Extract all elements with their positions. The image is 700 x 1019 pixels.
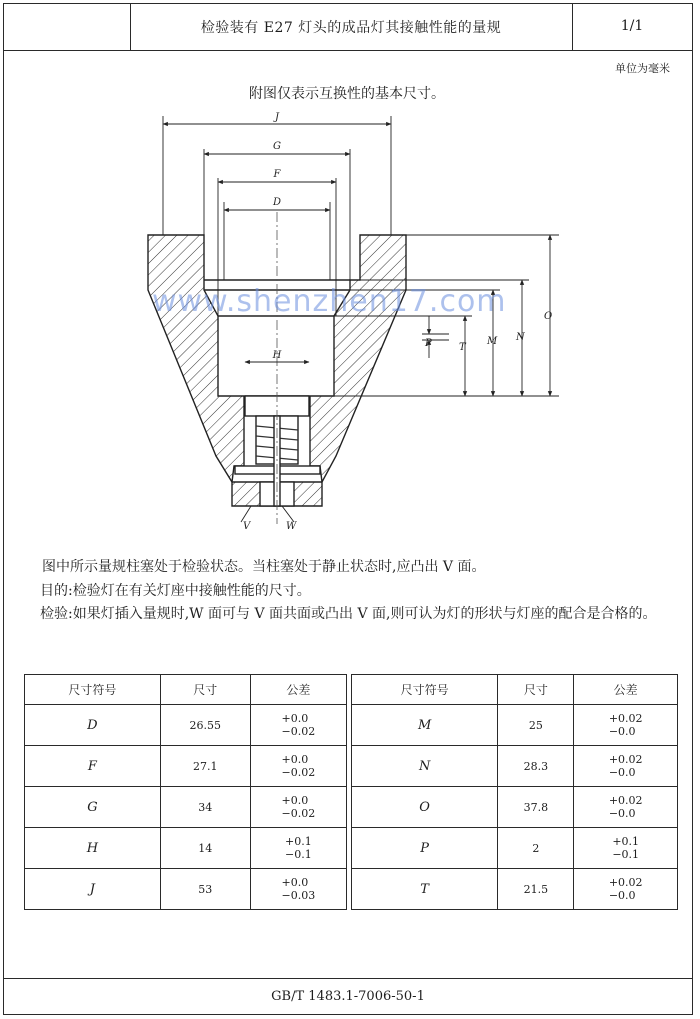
tolerance-cell	[574, 705, 678, 746]
dim-label-o: O	[544, 311, 553, 322]
figure-caption: 附图仅表示互换性的基本尺寸。	[249, 86, 445, 102]
tolerance-cell	[574, 869, 678, 910]
tolerance-cell	[250, 787, 346, 828]
tol-plus: +0.0	[281, 876, 309, 889]
tolerance-cell	[574, 787, 678, 828]
table-row	[25, 869, 347, 910]
table-row	[352, 869, 678, 910]
tol-minus: −0.1	[612, 848, 640, 861]
tolerance-table-left	[24, 674, 347, 910]
tolerance-cell	[250, 828, 346, 869]
tol-plus: +0.1	[285, 835, 312, 848]
col-header-size: 尺寸	[498, 675, 574, 705]
sheet-page-number: 1/1	[620, 18, 644, 34]
table-row	[25, 828, 347, 869]
table-row	[25, 746, 347, 787]
watermark: www.shenzhen17.com	[152, 284, 507, 319]
surface-label-v: V	[243, 521, 251, 532]
tol-minus: −0.03	[281, 889, 316, 902]
size-cell: 14	[160, 828, 250, 869]
col-header-tolerance: 公差	[574, 675, 678, 705]
tol-minus: −0.0	[608, 766, 636, 779]
tol-minus: −0.02	[281, 725, 316, 738]
tol-plus: +0.02	[608, 876, 643, 889]
tolerance-cell	[574, 746, 678, 787]
col-header-tolerance: 公差	[250, 675, 346, 705]
table-row	[352, 828, 678, 869]
footer-divider	[4, 978, 692, 979]
size-cell: 2	[498, 828, 574, 869]
sheet-code: GB/T 1483.1-7006-50-1	[271, 989, 425, 1004]
tol-plus: +0.02	[608, 712, 643, 725]
surface-leaders	[241, 506, 294, 522]
tol-plus: +0.02	[608, 794, 643, 807]
tol-plus: +0.1	[612, 835, 640, 848]
size-cell: 53	[160, 869, 250, 910]
dim-label-p: P	[425, 338, 432, 349]
sheet-title: 检验装有 E27 灯头的成品灯其接触性能的量规	[200, 20, 502, 36]
tolerance-cell	[250, 746, 346, 787]
tol-minus: −0.0	[608, 725, 636, 738]
tol-minus: −0.02	[281, 766, 316, 779]
dim-label-h: H	[272, 350, 282, 361]
dim-label-m: M	[487, 336, 498, 347]
unit-note: 单位为毫米	[615, 62, 670, 75]
symbol-cell: J	[25, 869, 161, 910]
dim-label-d: D	[272, 197, 282, 208]
tol-minus: −0.1	[285, 848, 312, 861]
symbol-cell: M	[352, 705, 498, 746]
symbol-cell: P	[352, 828, 498, 869]
dim-label-j: J	[274, 112, 280, 123]
col-header-size: 尺寸	[160, 675, 250, 705]
table-row	[25, 705, 347, 746]
symbol-cell: T	[352, 869, 498, 910]
dim-label-f: F	[273, 169, 281, 180]
size-cell: 21.5	[498, 869, 574, 910]
tol-minus: −0.0	[608, 889, 636, 902]
tolerance-cell	[574, 828, 678, 869]
surface-label-w: W	[286, 521, 297, 532]
symbol-cell: F	[25, 746, 161, 787]
tol-plus: +0.0	[281, 794, 309, 807]
tolerance-table-right	[351, 674, 678, 910]
tol-minus: −0.0	[608, 807, 636, 820]
tol-minus: −0.02	[281, 807, 316, 820]
paragraph-state: 图中所示量规柱塞处于检验状态。当柱塞处于静止状态时,应凸出 V 面。	[42, 559, 486, 575]
table-row	[352, 787, 678, 828]
table-row	[352, 705, 678, 746]
gauge-body	[148, 212, 406, 524]
symbol-cell: D	[25, 705, 161, 746]
title-block	[4, 4, 692, 51]
dim-label-n: N	[516, 332, 525, 343]
tolerance-cell	[250, 869, 346, 910]
table-row	[25, 787, 347, 828]
tol-plus: +0.0	[281, 712, 309, 725]
paragraph-purpose: 目的:检验灯在有关灯座中接触性能的尺寸。	[40, 583, 311, 599]
col-header-symbol: 尺寸符号	[352, 675, 498, 705]
tolerance-cell	[250, 705, 346, 746]
size-cell: 25	[498, 705, 574, 746]
dim-label-t: T	[459, 342, 466, 353]
tol-plus: +0.0	[281, 753, 309, 766]
col-header-symbol: 尺寸符号	[25, 675, 161, 705]
dim-label-g: G	[273, 141, 281, 152]
symbol-cell: H	[25, 828, 161, 869]
table-row	[352, 746, 678, 787]
symbol-cell: G	[25, 787, 161, 828]
symbol-cell: O	[352, 787, 498, 828]
gauge-drawing	[104, 104, 564, 534]
document-sheet	[3, 3, 693, 1015]
size-cell: 26.55	[160, 705, 250, 746]
tol-plus: +0.02	[608, 753, 643, 766]
paragraph-inspection: 检验:如果灯插入量规时,W 面可与 V 面共面或凸出 V 面,则可认为灯的形状与灯座的配合是合格的。	[40, 606, 657, 622]
size-cell: 27.1	[160, 746, 250, 787]
symbol-cell: N	[352, 746, 498, 787]
size-cell: 34	[160, 787, 250, 828]
size-cell: 28.3	[498, 746, 574, 787]
size-cell: 37.8	[498, 787, 574, 828]
title-block-left-cell	[4, 4, 131, 50]
